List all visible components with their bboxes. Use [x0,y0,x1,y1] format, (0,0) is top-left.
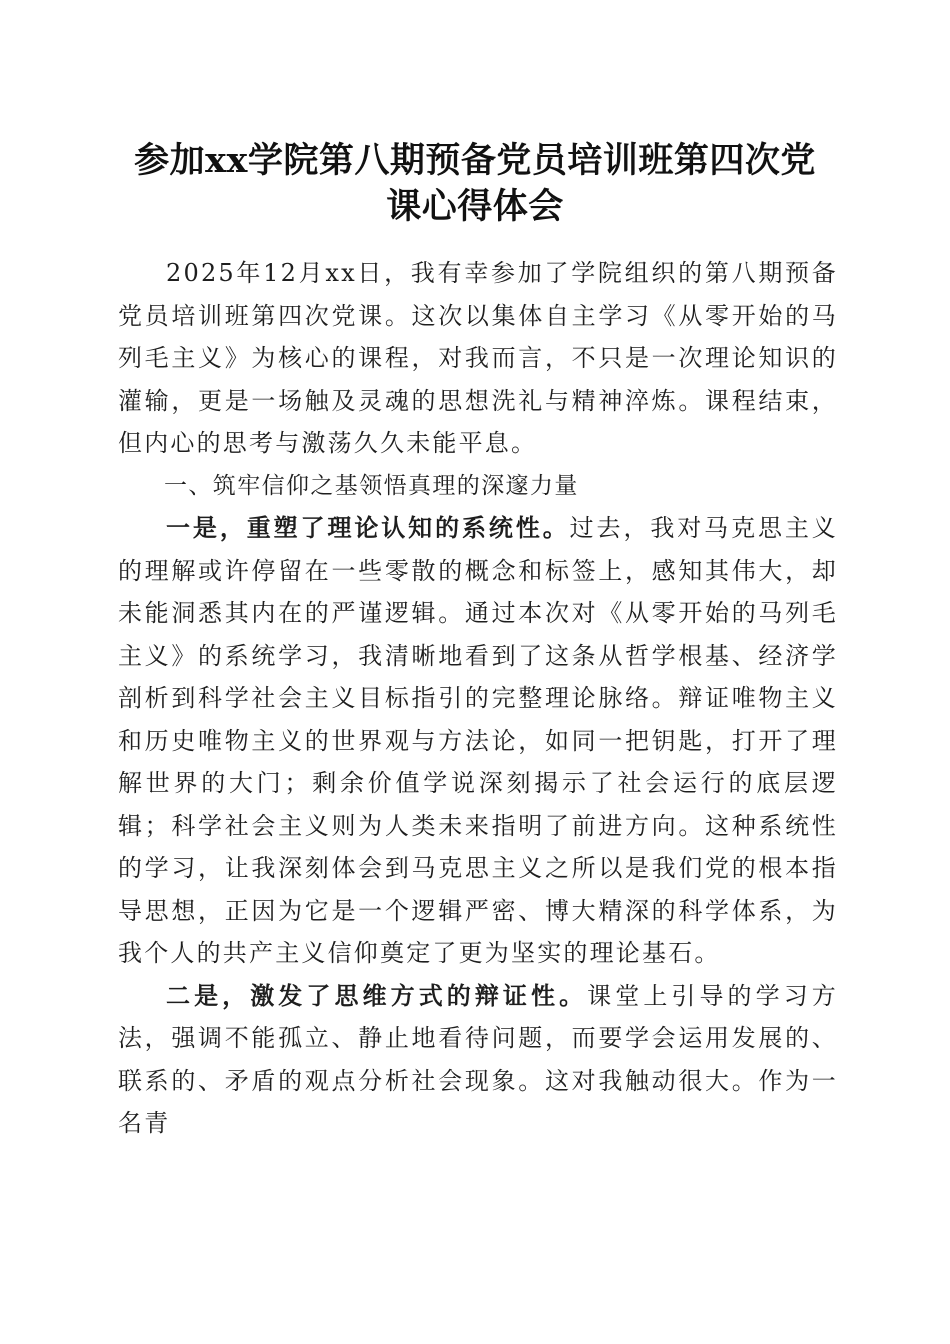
document-body [118,252,838,1145]
point-1-body: 过去，我对马克思主义的理解或许停留在一些零散的概念和标签上，感知其伟大，却未能洞悉其内在的严谨逻辑。通过本次对《从零开始的马列毛主义》的系统学习，我清晰地看到了这条从哲学根基、经济学剖析到科学社会主义目标指引的完整理论脉络。辩证唯物主义和历史唯物主义的世界观与方法论，如同一把钥匙，打开了理解世界的大门；剩余价值学说深刻揭示了社会运行的底层逻辑；科学社会主义则为人类未来指明了前进方向。这种系统性的学习，让我深刻体会到马克思主义之所以是我们党的根本指导思想，正因为它是一个逻辑严密、博大精深的科学体系，为我个人的共产主义信仰奠定了更为坚实的理论基石。 [118,514,838,967]
point-1-paragraph [118,507,838,975]
point-1-lead: 一是，重塑了理论认知的系统性。 [166,513,570,542]
section-heading: 一、筑牢信仰之基领悟真理的深邃力量 [164,472,579,499]
point-2-lead: 二是，激发了思维方式的辩证性。 [166,980,588,1010]
page-title [110,138,840,230]
intro-paragraph: 2025年12月xx日，我有幸参加了学院组织的第八期预备党员培训班第四次党课。这次以集体自主学习《从零开始的马列毛主义》为核心的课程，对我而言，不只是一次理论知识的灌输，更是一场触及灵魂的思想洗礼与精神淬炼。课程结束，但内心的思考与激荡久久未能平息。 [118,259,838,457]
point-2-paragraph [118,975,838,1145]
title-line-1: 参加xx学院第八期预备党员培训班第四次党 [134,140,816,181]
point-2-body: 课堂上引导的学习方法，强调不能孤立、静止地看待问题，而要学会运用发展的、联系的、矛盾的观点分析社会现象。这对我触动很大。作为一名青 [118,981,838,1137]
title-line-2: 课心得体会 [386,186,564,227]
